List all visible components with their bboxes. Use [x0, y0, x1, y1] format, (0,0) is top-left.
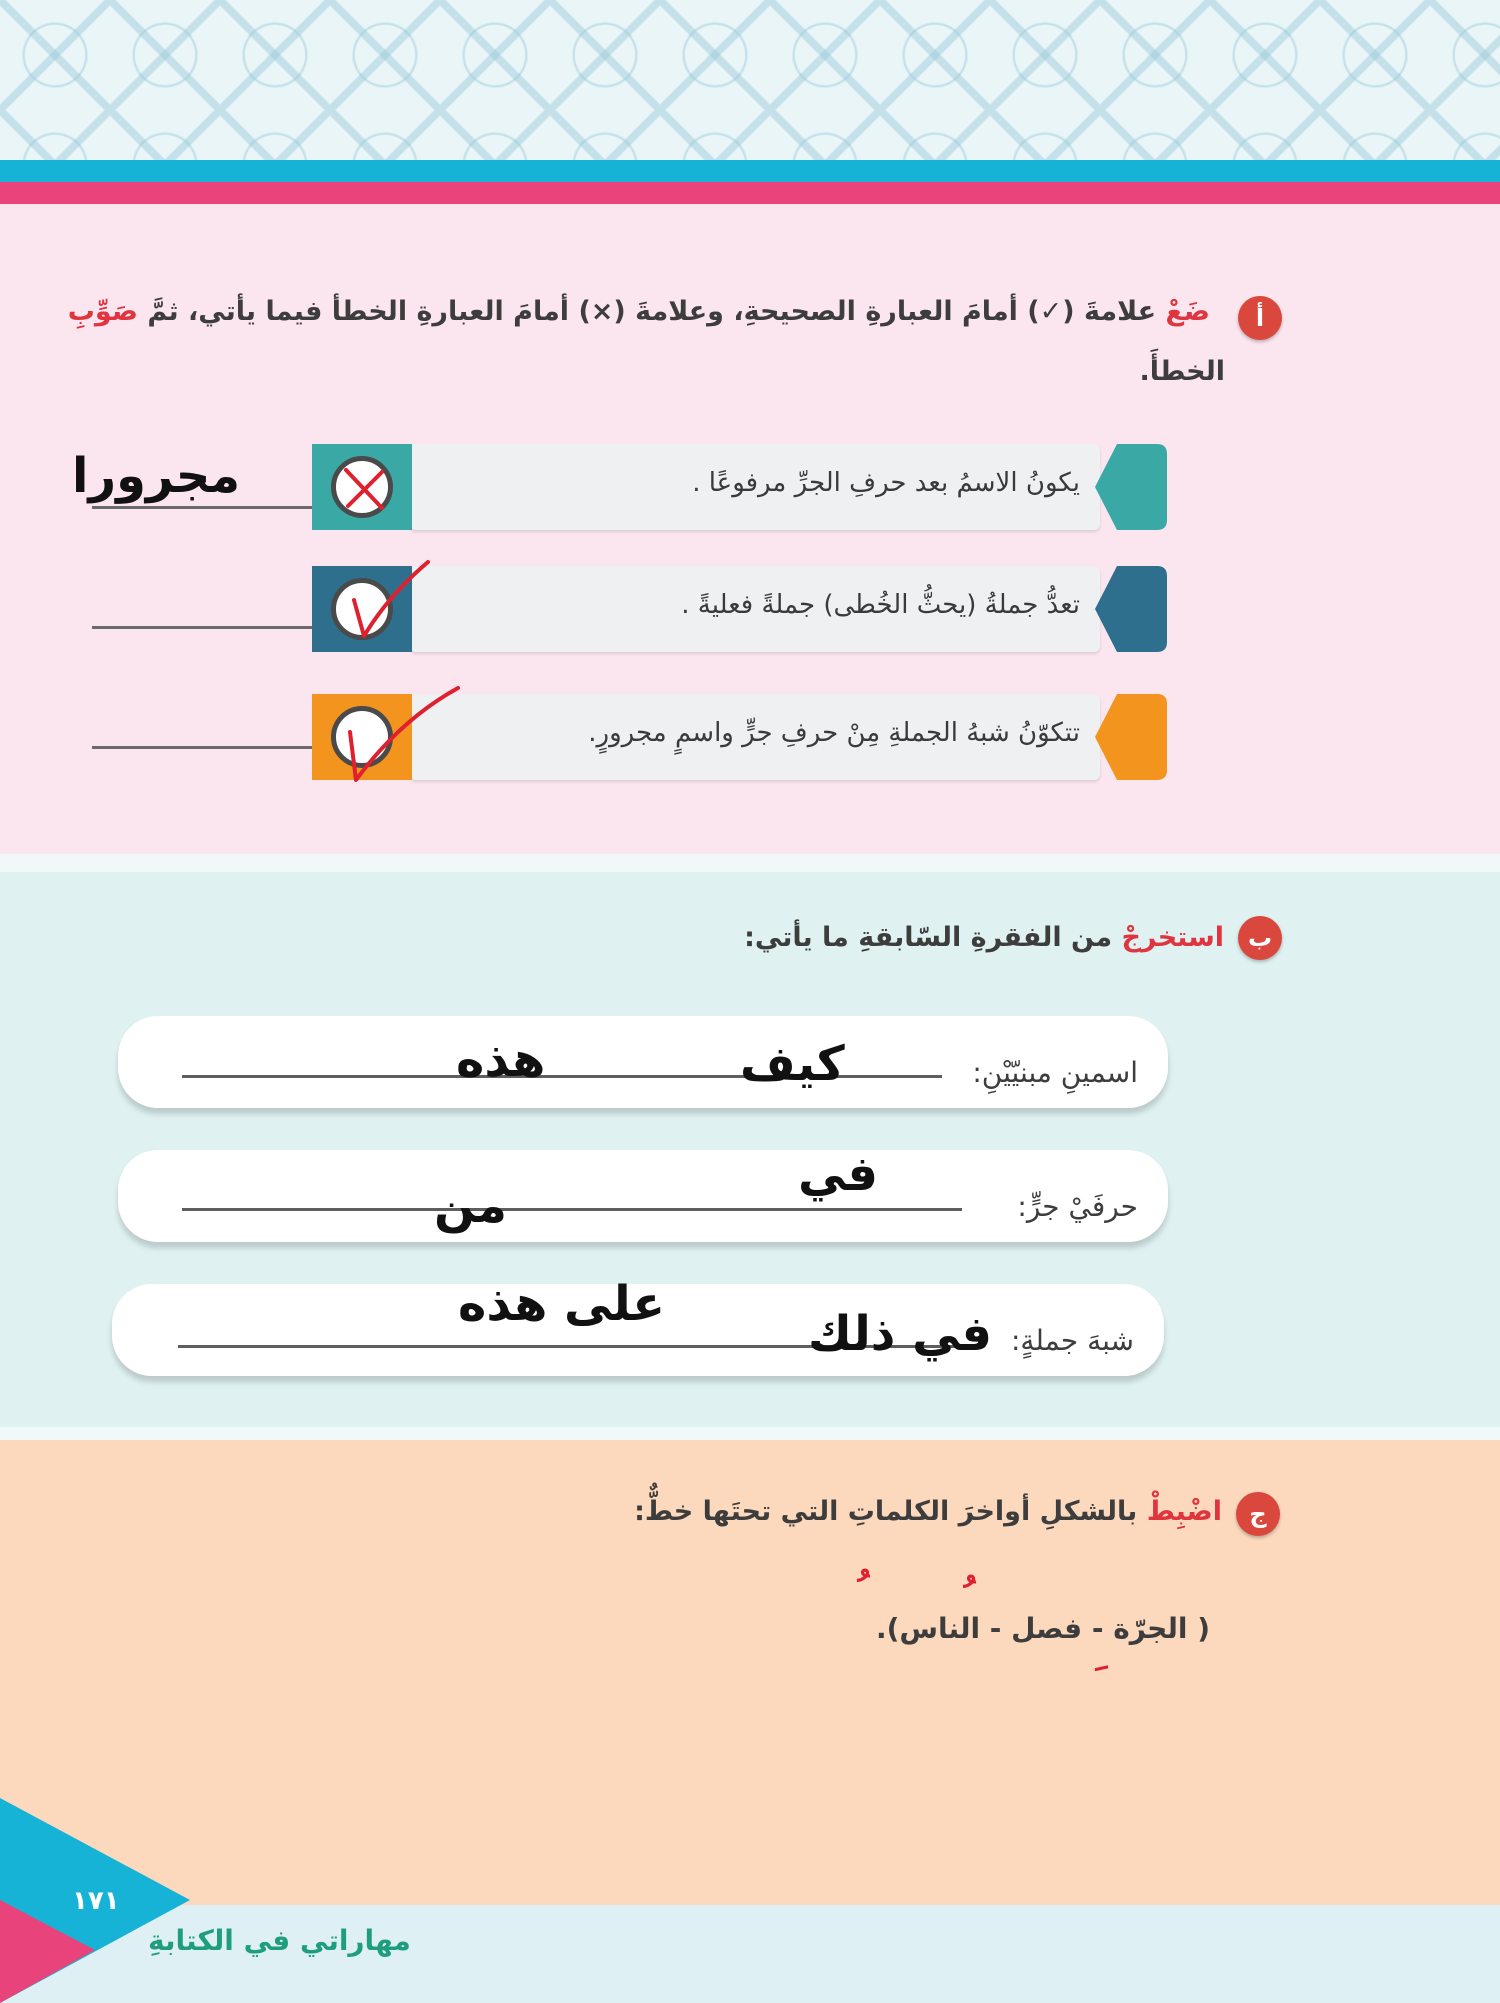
- section-a-instruction-line2: الخطأَ.: [1139, 356, 1225, 387]
- statement-tab-teal: [1095, 444, 1167, 530]
- answer-row-label: شبهَ جملةٍ:: [1010, 1324, 1134, 1357]
- statement-tab-orange: [1095, 694, 1167, 780]
- correction-line: [92, 626, 312, 629]
- statement-text: يكونُ الاسمُ بعد حرفِ الجرِّ مرفوعًا .: [692, 468, 1080, 498]
- header-band-pink: [0, 182, 1500, 204]
- answer-box[interactable]: [312, 444, 412, 530]
- words-to-vocalize: ( الجرّة - فصل - الناس).: [875, 1612, 1210, 1645]
- header-pattern: [0, 0, 1500, 160]
- section-a-instruction: [68, 296, 1210, 327]
- correction-line: [92, 746, 312, 749]
- instruction-body: من الفقرةِ السّابقةِ ما يأتي:: [744, 922, 1113, 953]
- statement-text: تعدُّ جملةُ (يحثُّ الخُطى) جملةً فعليةً .: [681, 590, 1080, 620]
- instruction-verb: اضْبِطْ: [1146, 1496, 1222, 1527]
- book-title: مهاراتي في الكتابةِ: [148, 1924, 411, 1957]
- instruction-verb: استخرجْ: [1121, 922, 1224, 953]
- handwritten-answer: كيف: [740, 1036, 845, 1092]
- check-mark-icon: [340, 680, 470, 786]
- answer-row-label: حرفَيْ جرٍّ:: [1017, 1190, 1138, 1223]
- section-a-number-badge: أ: [1238, 296, 1282, 340]
- instruction-body: علامةَ (✓) أمامَ العبارةِ الصحيحةِ، وعلامةَ (×) أمامَ العبارةِ الخطأ فيما يأتي، ثمَّ: [147, 296, 1157, 327]
- page-number: ١٧١: [72, 1886, 120, 1916]
- handwritten-answer: من: [434, 1178, 507, 1234]
- handwritten-answer: على هذه: [458, 1276, 665, 1332]
- correction-line: [92, 506, 312, 509]
- section-c-instruction: [634, 1496, 1222, 1527]
- instruction-verb: ضَعْ: [1165, 296, 1210, 327]
- check-mark-icon: [348, 556, 434, 642]
- instruction-verb-2: صَوِّبِ: [67, 296, 138, 327]
- header-band-cyan: [0, 160, 1500, 182]
- cross-mark-icon: [342, 466, 386, 512]
- handwritten-answer: هذه: [456, 1032, 546, 1088]
- section-b-instruction: [744, 922, 1224, 953]
- section-c-number-badge: ج: [1236, 1492, 1280, 1536]
- answer-row-label: اسمينِ مبنيّيْنِ:: [972, 1056, 1138, 1089]
- statement-tab-blue: [1095, 566, 1167, 652]
- answer-row-line[interactable]: [182, 1208, 962, 1211]
- answer-row-pill: [118, 1150, 1168, 1242]
- handwritten-answer: في: [798, 1146, 878, 1202]
- statement-text: تتكوّنُ شبهُ الجملةِ مِنْ حرفِ جرٍّ واسمٍ مجرورٍ.: [588, 718, 1080, 748]
- handwritten-answer: في ذلك: [808, 1306, 993, 1362]
- instruction-body: بالشكلِ أواخرَ الكلماتِ التي تحتَها خطٌّ:: [634, 1496, 1138, 1527]
- correction-answer: مجرورا: [72, 448, 241, 504]
- section-b-number-badge: ب: [1238, 916, 1282, 960]
